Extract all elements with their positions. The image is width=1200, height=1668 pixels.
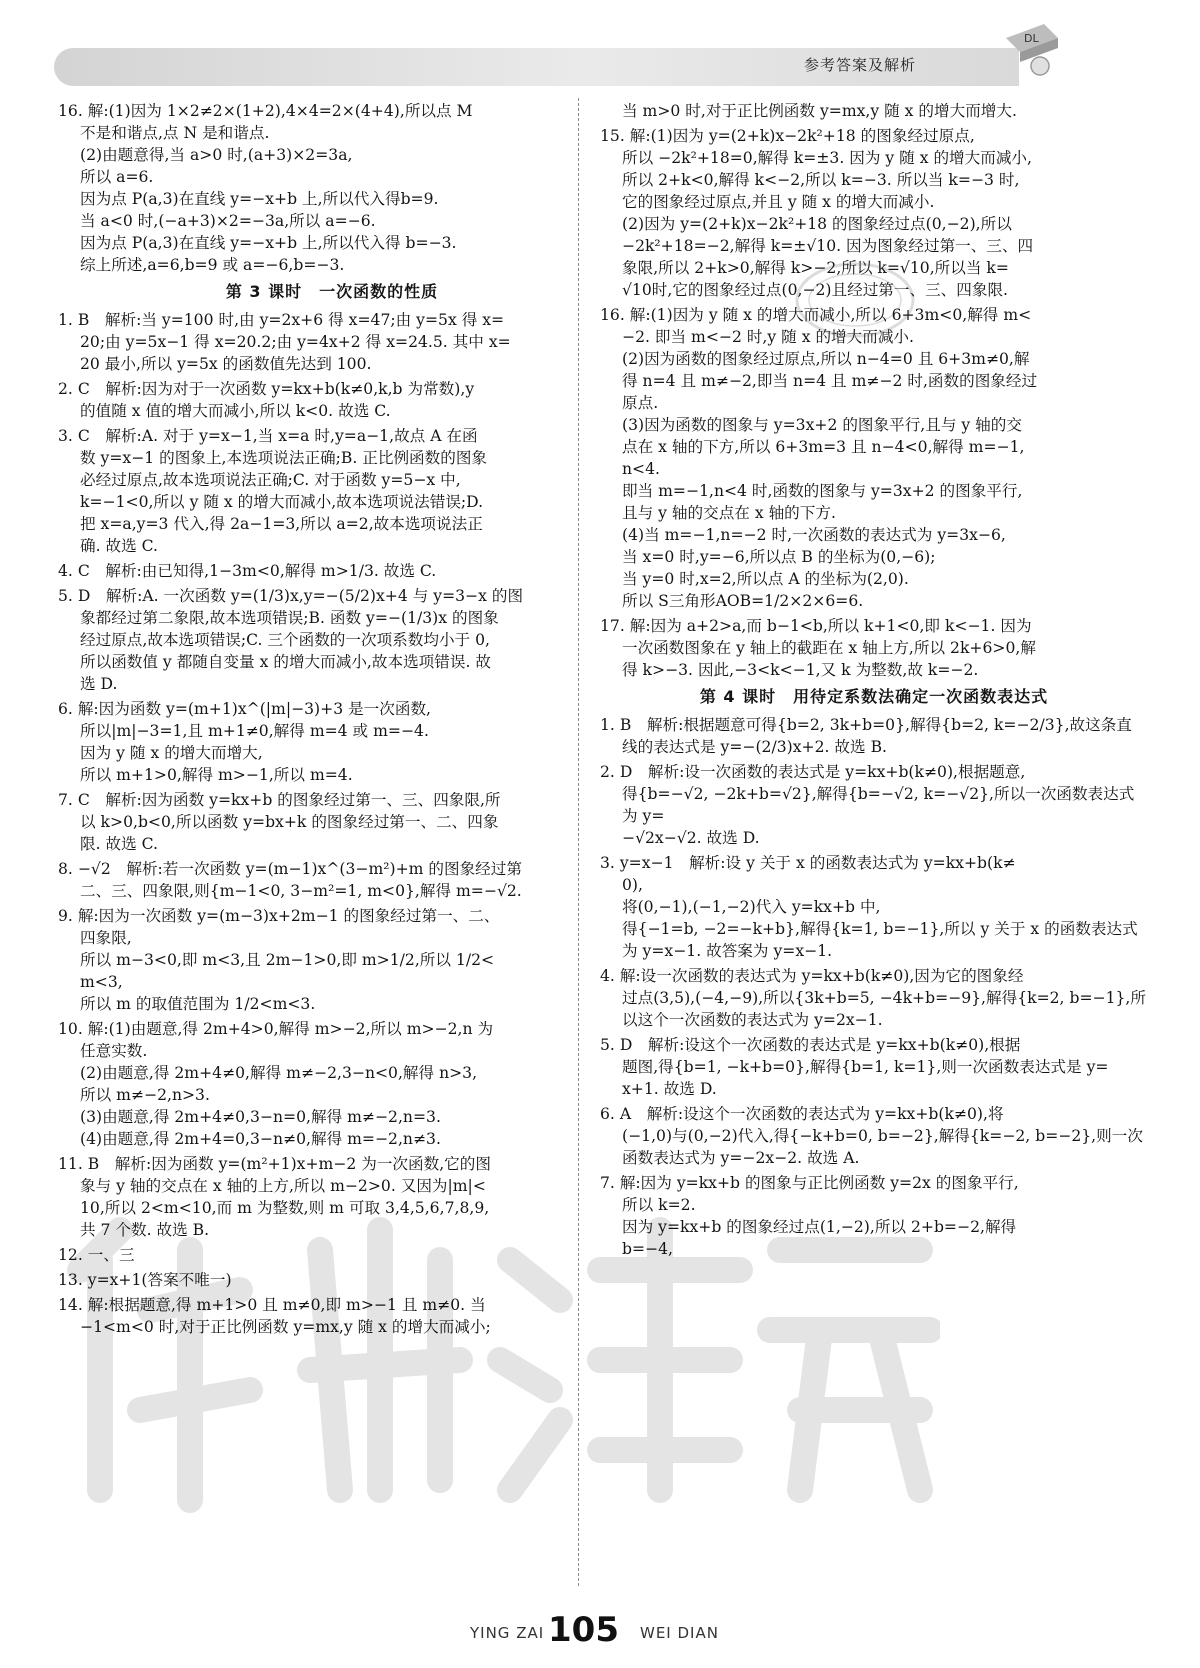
answer-line: 所以 k=2. — [622, 1196, 696, 1214]
answer-line: 所以 m 的取值范围为 1/2<m<3. — [80, 995, 316, 1013]
answer-line: 得{−1=b, −2=−k+b},解得{k=1, b=−1},所以 y 关于 x 的函数表达式 — [622, 920, 1138, 938]
answer-item-r3 — [600, 852, 1148, 962]
left-column — [58, 100, 606, 1341]
answer-item-q5 — [58, 585, 606, 695]
answer-line: 所以 m≠−2,n>3. — [80, 1086, 210, 1104]
answer-line: 15. 解:(1)因为 y=(2+k)x−2k²+18 的图象经过原点, — [600, 127, 975, 145]
answer-line: 任意实数. — [80, 1042, 148, 1060]
answer-line: 选 D. — [80, 675, 118, 693]
answer-line: 以 k>0,b<0,所以函数 y=bx+k 的图象经过第一、二、四象 — [80, 813, 499, 831]
answer-item-q3 — [58, 425, 606, 557]
answer-line: 0), — [622, 876, 643, 894]
answer-item-q14 — [58, 1294, 606, 1338]
answer-line: 题图,得{b=1, −k+b=0},解得{b=1, k=1},则一次函数表达式是 y= — [622, 1058, 1109, 1076]
footer-right-text: WEI DIAN — [640, 1624, 719, 1642]
answer-line: 四象限, — [80, 929, 132, 947]
answer-line: n<4. — [622, 460, 660, 478]
answer-line: 所以|m|−3=1,且 m+1≠0,解得 m=4 或 m=−4. — [80, 722, 429, 740]
answer-line: 5. D 解析:A. 一次函数 y=(1/3)x,y=−(5/2)x+4 与 y=3−x 的图 — [58, 587, 524, 605]
answer-line: 1. B 解析:根据题意可得{b=2, 3k+b=0},解得{b=2, k=−2/3},故这条直 — [600, 716, 1132, 734]
answer-line: 11. B 解析:因为函数 y=(m²+1)x+m−2 为一次函数,它的图 — [58, 1155, 491, 1173]
answer-line: −√2x−√2. 故选 D. — [622, 829, 760, 847]
answer-line: 所以 m−3<0,即 m<3,且 2m−1>0,即 m>1/2,所以 1/2< — [80, 951, 495, 969]
answer-item-q1 — [58, 309, 606, 375]
page-number: 105 — [548, 1610, 619, 1650]
answer-item-r5 — [600, 1034, 1148, 1100]
answer-item-r4 — [600, 965, 1148, 1031]
answer-line: 且与 y 轴的交点在 x 轴的下方. — [622, 504, 836, 522]
answer-line: 点在 x 轴的下方,所以 6+3m=3 且 n−4<0,解得 m=−1, — [622, 438, 1025, 456]
answer-line: m<3, — [80, 973, 123, 991]
answer-item-r2 — [600, 761, 1148, 849]
answer-line: 7. C 解析:因为函数 y=kx+b 的图象经过第一、三、四象限,所 — [58, 791, 501, 809]
logo-text: DL — [1024, 32, 1039, 45]
answer-line: (−1,0)与(0,−2)代入,得{−k+b=0, b=−2},解得{k=−2, b=−2},则一次 — [622, 1127, 1143, 1145]
answer-line: 以这个一次函数的表达式为 y=2x−1. — [622, 1011, 883, 1029]
answer-line: 7. 解:因为 y=kx+b 的图象与正比例函数 y=2x 的图象平行, — [600, 1174, 1019, 1192]
footer-left-text: YING ZAI — [470, 1624, 545, 1642]
header-title: 参考答案及解析 — [803, 56, 916, 74]
answer-line: 4. C 解析:由已知得,1−3m<0,解得 m>1/3. 故选 C. — [58, 562, 437, 580]
answer-line: 不是和谐点,点 N 是和谐点. — [80, 124, 270, 142]
answer-line: 所以 a=6. — [80, 168, 154, 186]
answer-line: 6. 解:因为函数 y=(m+1)x^(|m|−3)+3 是一次函数, — [58, 700, 432, 718]
answer-line: 所以函数值 y 都随自变量 x 的增大而减小,故本选项错误. 故 — [80, 653, 491, 671]
answer-line: 函数表达式为 y=−2x−2. 故选 A. — [622, 1149, 860, 1167]
answer-line: 象都经过第二象限,故本选项错误;B. 函数 y=−(1/3)x 的图象 — [80, 609, 499, 627]
answer-line: 20;由 y=5x−1 得 x=20.2;由 y=4x+2 得 x=24.5. 其中 x= — [80, 333, 511, 351]
answer-line: 的值随 x 值的增大而减小,所以 k<0. 故选 C. — [80, 402, 391, 420]
answer-line: 8. −√2 解析:若一次函数 y=(m−1)x^(3−m²)+m 的图象经过第 — [58, 860, 522, 878]
answer-line: 综上所述,a=6,b=9 或 a=−6,b=−3. — [80, 256, 345, 274]
answer-line: 因为 y=kx+b 的图象经过点(1,−2),所以 2+b=−2,解得 — [622, 1218, 1017, 1236]
answer-line: 将(0,−1),(−1,−2)代入 y=kx+b 中, — [622, 898, 881, 916]
answer-line: 10. 解:(1)由题意,得 2m+4>0,解得 m>−2,所以 m>−2,n 为 — [58, 1020, 494, 1038]
section-title: 第 3 课时 一次函数的性质 — [225, 282, 439, 301]
answer-line: 所以 S三角形AOB=1/2×2×6=6. — [622, 592, 864, 610]
answer-line: 确. 故选 C. — [80, 537, 158, 555]
answer-item-q9 — [58, 905, 606, 1015]
answer-line: 当 x=0 时,y=−6,所以点 B 的坐标为(0,−6); — [622, 548, 936, 566]
answer-line: (3)由题意,得 2m+4≠0,3−n=0,解得 m≠−2,n=3. — [80, 1108, 441, 1126]
answer-line: 17. 解:因为 a+2>a,而 b−1<b,所以 k+1<0,即 k<−1. 因为 — [600, 617, 1032, 635]
answer-line: 3. C 解析:A. 对于 y=x−1,当 x=a 时,y=a−1,故点 A 在函 — [58, 427, 478, 445]
answer-line: 把 x=a,y=3 代入,得 2a−1=3,所以 a=2,故本选项说法正 — [80, 515, 483, 533]
answer-line: 1. B 解析:当 y=100 时,由 y=2x+6 得 x=47;由 y=5x 得 x= — [58, 311, 505, 329]
answer-item-q16r — [600, 304, 1148, 612]
answer-item-q6 — [58, 698, 606, 786]
answer-line: 为 y=x−1. 故答案为 y=x−1. — [622, 942, 833, 960]
answer-item-q13 — [58, 1269, 606, 1291]
answer-line: 经过原点,故本选项错误;C. 三个函数的一次项系数均小于 0, — [80, 631, 490, 649]
section-title: 第 4 课时 用待定系数法确定一次函数表达式 — [699, 687, 1049, 706]
answer-line: −1<m<0 时,对于正比例函数 y=mx,y 随 x 的增大而减小; — [80, 1318, 491, 1336]
answer-line: 过点(3,5),(−4,−9),所以{3k+b=5, −4k+b=−9},解得{k=2, b=−1},所 — [622, 989, 1146, 1007]
answer-line: 所以 m+1>0,解得 m>−1,所以 m=4. — [80, 766, 353, 784]
answer-item-q10 — [58, 1018, 606, 1150]
answer-line: (2)因为 y=(2+k)x−2k²+18 的图象经过点(0,−2),所以 — [622, 215, 1012, 233]
answer-item-q7 — [58, 789, 606, 855]
answer-line: 即当 m=−1,n<4 时,函数的图象与 y=3x+2 的图象平行, — [622, 482, 1023, 500]
page-header — [54, 48, 1034, 88]
answer-line: 2. D 解析:设一次函数的表达式是 y=kx+b(k≠0),根据题意, — [600, 763, 1026, 781]
answer-line: 共 7 个数. 故选 B. — [80, 1221, 210, 1239]
page-footer — [0, 1612, 1200, 1652]
stamp-watermark-icon — [790, 255, 920, 345]
answer-line: 16. 解:(1)因为 y 随 x 的增大而减小,所以 6+3m<0,解得 m< — [600, 306, 1032, 324]
answer-line: 当 a<0 时,(−a+3)×2=−3a,所以 a=−6. — [80, 212, 376, 230]
answer-line: 必经过原点,故本选项说法正确;C. 对于函数 y=5−x 中, — [80, 471, 461, 489]
answer-line: 得{b=−√2, −2k+b=√2},解得{b=−√2, k=−√2},所以一次函数表达式为 y= — [622, 785, 1135, 825]
answer-line: 一次函数图象在 y 轴上的截距在 x 轴上方,所以 2k+6>0,解 — [622, 639, 1036, 657]
answer-line: −2k²+18=−2,解得 k=±√10. 因为图象经过第一、三、四 — [622, 237, 1034, 255]
answer-line: 12. 一、三 — [58, 1246, 135, 1264]
answer-line: 数 y=x−1 的图象上,本选项说法正确;B. 正比例函数的图象 — [80, 449, 488, 467]
answer-line: (2)由题意,得 2m+4≠0,解得 m≠−2,3−n<0,解得 n>3, — [80, 1064, 478, 1082]
answer-line: (3)因为函数的图象与 y=3x+2 的图象平行,且与 y 轴的交 — [622, 416, 1022, 434]
answer-item-q8 — [58, 858, 606, 902]
answer-item-r1 — [600, 714, 1148, 758]
answer-line: 9. 解:因为一次函数 y=(m−3)x+2m−1 的图象经过第一、二、 — [58, 907, 500, 925]
publisher-logo-icon — [1000, 18, 1064, 82]
answer-line: 当 m>0 时,对于正比例函数 y=mx,y 随 x 的增大而增大. — [622, 102, 1017, 120]
answer-line: 4. 解:设一次函数的表达式为 y=kx+b(k≠0),因为它的图象经 — [600, 967, 1024, 985]
answer-line: k=−1<0,所以 y 随 x 的增大而减小,故本选项说法错误;D. — [80, 493, 484, 511]
answer-line: 10,所以 2<m<10,而 m 为整数,则 m 可取 3,4,5,6,7,8,9, — [80, 1199, 490, 1217]
answer-item-q16 — [58, 100, 606, 276]
answer-line: (4)当 m=−1,n=−2 时,一次函数的表达式为 y=3x−6, — [622, 526, 1006, 544]
answer-item-q4 — [58, 560, 606, 582]
answer-line: 13. y=x+1(答案不唯一) — [58, 1271, 232, 1289]
answer-item-q2 — [58, 378, 606, 422]
answer-item-q17 — [600, 615, 1148, 681]
answer-line: 所以 −2k²+18=0,解得 k=±3. 因为 y 随 x 的增大而减小, — [622, 149, 1032, 167]
answer-line: 20 最小,所以 y=5x 的函数值先达到 100. — [80, 355, 372, 373]
answer-line: 所以 2+k<0,解得 k<−2,所以 k=−3. 所以当 k=−3 时, — [622, 171, 1020, 189]
answer-line: 二、三、四象限,则{m−1<0, 3−m²=1, m<0},解得 m=−√2. — [80, 882, 522, 900]
answer-line: b=−4, — [622, 1240, 673, 1258]
answer-line: x+1. 故选 D. — [622, 1080, 717, 1098]
answer-line: 3. y=x−1 解析:设 y 关于 x 的函数表达式为 y=kx+b(k≠ — [600, 854, 1016, 872]
answer-line: (2)由题意得,当 a>0 时,(a+3)×2=3a, — [80, 146, 353, 164]
answer-item-r6 — [600, 1103, 1148, 1169]
answer-line: 16. 解:(1)因为 1×2≠2×(1+2),4×4=2×(4+4),所以点 M — [58, 102, 473, 120]
answer-line: 它的图象经过原点,并且 y 随 x 的增大而减小. — [622, 193, 935, 211]
answer-line: 5. D 解析:设这个一次函数的表达式是 y=kx+b(k≠0),根据 — [600, 1036, 1021, 1054]
answer-line: −2. 即当 m<−2 时,y 随 x 的增大而减小. — [622, 328, 914, 346]
answer-line: 得 n=4 且 m≠−2,即当 n=4 且 m≠−2 时,函数的图象经过 — [622, 372, 1038, 390]
answer-line: 14. 解:根据题意,得 m+1>0 且 m≠0,即 m>−1 且 m≠0. 当 — [58, 1296, 486, 1314]
answer-line: 象与 y 轴的交点在 x 轴的上方,所以 m−2>0. 又因为|m|< — [80, 1177, 486, 1195]
answer-line: (4)由题意,得 2m+4=0,3−n≠0,解得 m=−2,n≠3. — [80, 1130, 441, 1148]
answer-item-q12 — [58, 1244, 606, 1266]
answer-line: 6. A 解析:设这个一次函数的表达式为 y=kx+b(k≠0),将 — [600, 1105, 1004, 1123]
answer-item-q14b — [600, 100, 1148, 122]
answer-line: 原点. — [622, 394, 659, 412]
answer-line: 因为点 P(a,3)在直线 y=−x+b 上,所以代入得b=9. — [80, 190, 439, 208]
answer-line: 象限,所以 2+k>0,解得 k>−2,所以 k=√10,所以当 k= — [622, 259, 1009, 277]
answer-line: 因为点 P(a,3)在直线 y=−x+b 上,所以代入得 b=−3. — [80, 234, 457, 252]
answer-line: (2)因为函数的图象经过原点,所以 n−4=0 且 6+3m≠0,解 — [622, 350, 1030, 368]
answer-item-r7 — [600, 1172, 1148, 1260]
answer-line: 当 y=0 时,x=2,所以点 A 的坐标为(2,0). — [622, 570, 909, 588]
answer-line: 线的表达式是 y=−(2/3)x+2. 故选 B. — [622, 738, 887, 756]
answer-line: 因为 y 随 x 的增大而增大, — [80, 744, 263, 762]
answer-item-q11 — [58, 1153, 606, 1241]
answer-line: 得 k>−3. 因此,−3<k<−1,又 k 为整数,故 k=−2. — [622, 661, 979, 679]
answer-line: 2. C 解析:因为对于一次函数 y=kx+b(k≠0,k,b 为常数),y — [58, 380, 475, 398]
answer-line: 限. 故选 C. — [80, 835, 158, 853]
answer-line: √10时,它的图象经过点(0,−2)且经过第一、三、四象限. — [622, 281, 1009, 299]
